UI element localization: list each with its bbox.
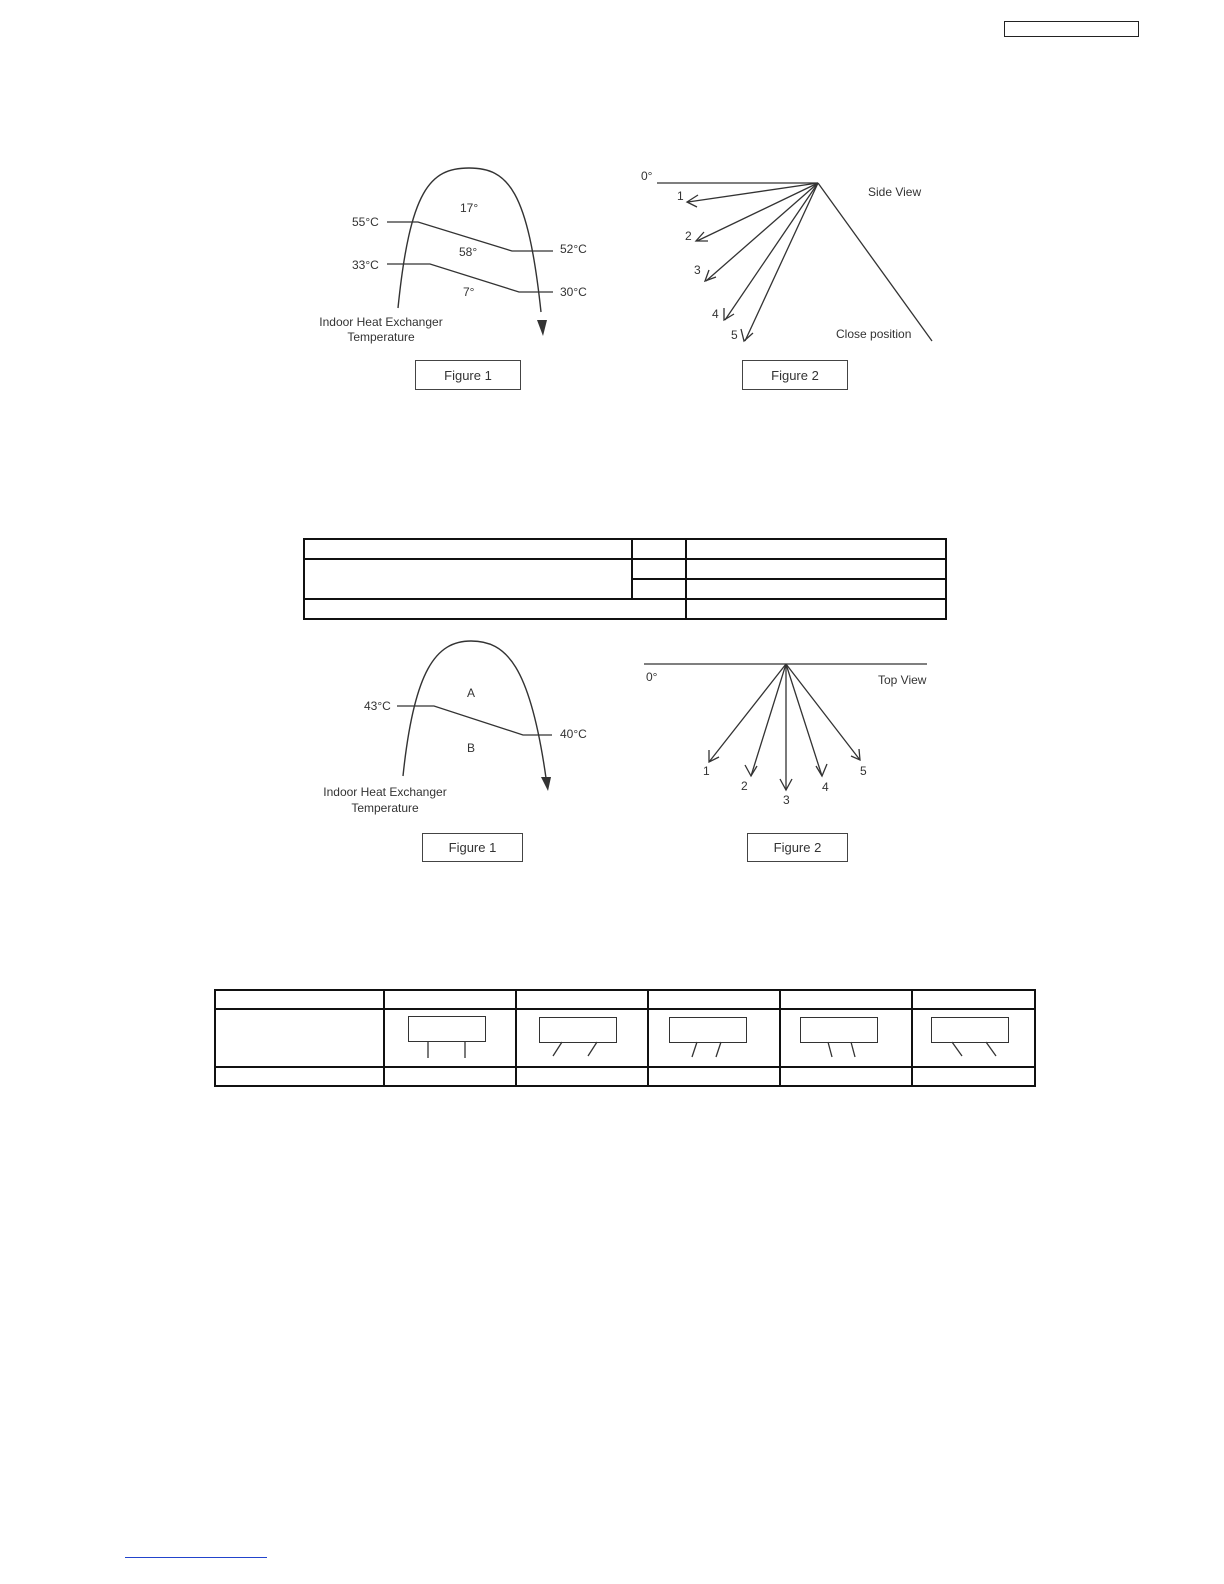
top-view-label: Top View: [878, 673, 927, 687]
table1-cell: [686, 599, 946, 619]
curve-arrowhead-2: [541, 777, 551, 791]
table1-cell: [632, 579, 686, 599]
table2-cell: [215, 1009, 384, 1067]
footer-link[interactable]: [125, 1557, 267, 1558]
right-temp-lower: 30°C: [560, 285, 587, 299]
left-temp-upper: 55°C: [352, 215, 379, 229]
threshold-line-2: [397, 706, 552, 735]
figure2-label: Figure 2: [771, 367, 819, 383]
louvre-box-2: [539, 1017, 617, 1043]
top-position-label-4: 4: [822, 780, 829, 794]
position-label-1: 1: [677, 189, 684, 203]
figure1-caption-line1-2: Indoor Heat Exchanger: [323, 785, 447, 799]
table1-cell: [686, 579, 946, 599]
top-position-label-2: 2: [741, 779, 748, 793]
table2-header-cell: [215, 990, 384, 1009]
figure1-label: Figure 1: [444, 367, 492, 383]
louvre-box-4: [800, 1017, 878, 1043]
louvre-box-5: [931, 1017, 1009, 1043]
louvre-box-1: [408, 1016, 486, 1042]
zone-label-b: B: [467, 741, 476, 755]
table2-header-cell: [516, 990, 648, 1009]
table2-cell: [780, 1067, 912, 1086]
zone-label-top: 17°: [460, 201, 479, 215]
heat-exchanger-curve-2: [403, 641, 546, 778]
table2-header-cell: [648, 990, 780, 1009]
table2-cell: [516, 1067, 648, 1086]
position-label-4: 4: [712, 307, 719, 321]
curve-arrowhead: [537, 320, 547, 336]
table2-header-cell: [384, 990, 516, 1009]
table2-cell: [648, 1067, 780, 1086]
table1-cell: [304, 539, 632, 559]
right-temp-upper: 52°C: [560, 242, 587, 256]
left-temp-lower: 33°C: [352, 258, 379, 272]
table1-cell: [632, 539, 686, 559]
table1-cell: [304, 599, 686, 619]
table2-cell: [215, 1067, 384, 1086]
figure1-label-box-2: [422, 833, 523, 862]
position-label-2: 2: [685, 229, 692, 243]
table2-cell: [384, 1067, 516, 1086]
louvre-position-table: [214, 989, 1036, 1087]
table1-cell: [686, 559, 946, 579]
figure1-label-box: [415, 360, 521, 390]
figure2-label-2: Figure 2: [773, 840, 822, 855]
figure2-label-box: [742, 360, 848, 390]
zero-degree-label: 0°: [641, 169, 653, 183]
louvre-arrow-5: [745, 183, 818, 341]
table2-header-cell: [780, 990, 912, 1009]
spec-table-1: [303, 538, 947, 620]
figure1-caption-line2-2: Temperature: [351, 801, 419, 815]
table1-cell: [304, 559, 632, 599]
top-position-label-5: 5: [860, 764, 867, 778]
right-temp-2: 40°C: [560, 727, 587, 741]
top-arrow-4: [786, 664, 822, 776]
figure1-label-2: Figure 1: [448, 840, 497, 855]
figure2-label-box-2: [747, 833, 848, 862]
table1-cell: [632, 559, 686, 579]
top-position-label-3: 3: [783, 793, 790, 807]
zone-label-bottom: 7°: [463, 285, 475, 299]
close-position-label: Close position: [836, 327, 912, 341]
close-position-line: [818, 183, 932, 341]
louvre-box-3: [669, 1017, 747, 1043]
table2-cell: [912, 1067, 1035, 1086]
side-view-label: Side View: [868, 185, 922, 199]
zero-degree-label-2: 0°: [646, 670, 658, 684]
top-position-label-1: 1: [703, 764, 710, 778]
zone-label-middle: 58°: [459, 245, 478, 259]
position-label-3: 3: [694, 263, 701, 277]
top-arrow-2: [751, 664, 786, 776]
zone-label-a: A: [467, 686, 476, 700]
top-arrow-5: [786, 664, 860, 760]
left-temp-2: 43°C: [364, 699, 391, 713]
figure1-caption-line2: Temperature: [347, 330, 415, 344]
figure1-caption-line1: Indoor Heat Exchanger: [319, 315, 443, 329]
table2-header-cell: [912, 990, 1035, 1009]
table1-cell: [686, 539, 946, 559]
top-arrow-1: [709, 664, 786, 762]
position-label-5: 5: [731, 328, 738, 342]
